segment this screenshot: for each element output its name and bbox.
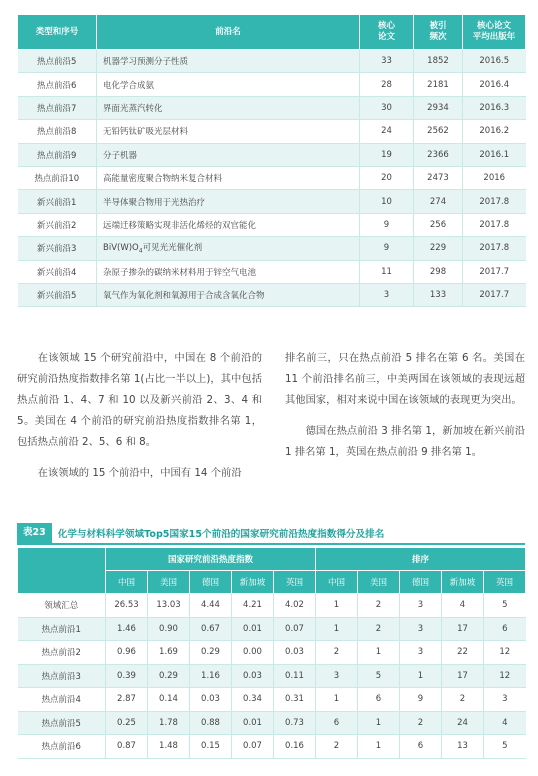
header-country: 英国 <box>274 571 316 594</box>
row-type: 热点前沿9 <box>18 143 97 166</box>
row-front-name: 机器学习预测分子性质 <box>97 50 360 73</box>
rank-cell: 6 <box>358 688 400 712</box>
score-cell: 0.11 <box>274 664 316 688</box>
table-row <box>18 50 526 73</box>
score-cell: 0.14 <box>148 688 190 712</box>
row-cited: 256 <box>414 213 463 236</box>
row-type: 热点前沿10 <box>18 166 97 189</box>
rank-cell: 1 <box>358 641 400 665</box>
rank-cell: 17 <box>442 664 484 688</box>
score-cell: 0.03 <box>190 688 232 712</box>
header-country: 美国 <box>358 571 400 594</box>
header-country: 新加坡 <box>232 571 274 594</box>
score-cell: 0.16 <box>274 735 316 759</box>
row-label: 热点前沿4 <box>18 688 106 712</box>
row-front-name: 无铅钙钛矿吸光层材料 <box>97 120 360 143</box>
rank-cell: 3 <box>400 641 442 665</box>
header-core-papers: 核心 论文 <box>360 15 414 50</box>
score-cell: 4.21 <box>232 594 274 618</box>
row-front-name: 电化学合成氨 <box>97 73 360 96</box>
row-cited: 133 <box>414 283 463 306</box>
score-cell: 0.90 <box>148 617 190 641</box>
rank-cell: 3 <box>400 617 442 641</box>
row-core: 10 <box>360 190 414 213</box>
header-rank-group: 排序 <box>316 548 526 571</box>
header-country: 英国 <box>484 571 526 594</box>
row-type: 新兴前沿4 <box>18 260 97 283</box>
row-cited: 2181 <box>414 73 463 96</box>
score-cell: 0.07 <box>232 735 274 759</box>
rank-cell: 3 <box>400 594 442 618</box>
row-year: 2016.1 <box>463 143 526 166</box>
table-caption <box>17 523 525 545</box>
table-row <box>18 120 526 143</box>
row-label: 热点前沿2 <box>18 641 106 665</box>
row-year: 2017.8 <box>463 190 526 213</box>
table-header-row <box>18 15 526 50</box>
row-type: 热点前沿8 <box>18 120 97 143</box>
header-country: 德国 <box>400 571 442 594</box>
row-cited: 2934 <box>414 96 463 119</box>
score-cell: 0.03 <box>274 641 316 665</box>
row-core: 30 <box>360 96 414 119</box>
row-core: 19 <box>360 143 414 166</box>
score-cell: 4.44 <box>190 594 232 618</box>
rank-cell: 13 <box>442 735 484 759</box>
row-cited: 298 <box>414 260 463 283</box>
table-row <box>18 594 526 618</box>
row-core: 28 <box>360 73 414 96</box>
row-front-name: 界面光蒸汽转化 <box>97 96 360 119</box>
rank-cell: 1 <box>400 664 442 688</box>
score-cell: 2.87 <box>106 688 148 712</box>
paragraph: 在该领域 15 个研究前沿中，中国在 8 个前沿的研究前沿热度指数排名第 1(占比一半以上)，其中包括热点前沿 1、4、7 和 10 以及新兴前沿 2、3、4 和 5。美国在 4 个前沿的研究前沿热度指数排名第 1，包括热点前沿 2、5、6 和 8。 <box>17 352 262 448</box>
row-type: 新兴前沿5 <box>18 283 97 306</box>
table-row <box>18 283 526 306</box>
rank-cell: 2 <box>442 688 484 712</box>
table-row <box>18 190 526 213</box>
rank-cell: 24 <box>442 711 484 735</box>
table-row <box>18 143 526 166</box>
row-cited: 274 <box>414 190 463 213</box>
score-cell: 1.78 <box>148 711 190 735</box>
rank-cell: 2 <box>316 641 358 665</box>
row-core: 9 <box>360 213 414 236</box>
row-front-name: 高能量密度聚合物纳米复合材料 <box>97 166 360 189</box>
table-row <box>18 641 526 665</box>
rank-cell: 9 <box>400 688 442 712</box>
score-cell: 0.00 <box>232 641 274 665</box>
row-year: 2017.8 <box>463 237 526 260</box>
row-core: 24 <box>360 120 414 143</box>
rank-cell: 2 <box>358 617 400 641</box>
score-cell: 0.87 <box>106 735 148 759</box>
rank-cell: 1 <box>358 735 400 759</box>
score-cell: 0.88 <box>190 711 232 735</box>
score-cell: 0.96 <box>106 641 148 665</box>
row-front-name: 氧气作为氧化剂和氧源用于合成含氧化合物 <box>97 283 360 306</box>
header-avg-year: 核心论文 平均出版年 <box>463 15 526 50</box>
table-row <box>18 688 526 712</box>
score-cell: 0.03 <box>232 664 274 688</box>
rank-cell: 17 <box>442 617 484 641</box>
score-cell: 4.02 <box>274 594 316 618</box>
header-score-group: 国家研究前沿热度指数 <box>106 548 316 571</box>
score-cell: 0.25 <box>106 711 148 735</box>
row-year: 2016.4 <box>463 73 526 96</box>
header-country: 中国 <box>316 571 358 594</box>
row-cited: 2366 <box>414 143 463 166</box>
row-front-name: $BiV(W)O_4$可见光光催化剂 <box>97 237 360 260</box>
rank-cell: 2 <box>400 711 442 735</box>
header-country: 德国 <box>190 571 232 594</box>
score-cell: 1.48 <box>148 735 190 759</box>
rank-cell: 6 <box>316 711 358 735</box>
rank-cell: 4 <box>484 711 526 735</box>
score-cell: 0.73 <box>274 711 316 735</box>
header-type: 类型和序号 <box>18 15 97 50</box>
row-cited: 229 <box>414 237 463 260</box>
rank-cell: 3 <box>484 688 526 712</box>
row-front-name: 杂原子掺杂的碳纳米材料用于锌空气电池 <box>97 260 360 283</box>
paragraph: 在该领域的 15 个前沿中，中国有 14 个前沿 <box>37 467 242 479</box>
score-cell: 0.67 <box>190 617 232 641</box>
rank-cell: 1 <box>316 594 358 618</box>
score-cell: 0.01 <box>232 711 274 735</box>
row-type: 新兴前沿1 <box>18 190 97 213</box>
row-cited: 2562 <box>414 120 463 143</box>
header-country: 新加坡 <box>442 571 484 594</box>
rank-cell: 2 <box>316 735 358 759</box>
table-row <box>18 711 526 735</box>
header-country: 中国 <box>106 571 148 594</box>
row-front-name: 远端迁移策略实现非活化烯烃的双官能化 <box>97 213 360 236</box>
row-cited: 2473 <box>414 166 463 189</box>
score-cell: 0.34 <box>232 688 274 712</box>
row-cited: 1852 <box>414 50 463 73</box>
score-cell: 0.29 <box>190 641 232 665</box>
rank-cell: 1 <box>316 617 358 641</box>
score-cell: 0.15 <box>190 735 232 759</box>
row-front-name: 半导体聚合物用于光热治疗 <box>97 190 360 213</box>
rank-cell: 6 <box>400 735 442 759</box>
score-cell: 26.53 <box>106 594 148 618</box>
table-row <box>18 213 526 236</box>
row-core: 3 <box>360 283 414 306</box>
score-cell: 13.03 <box>148 594 190 618</box>
row-year: 2016.2 <box>463 120 526 143</box>
row-year: 2017.8 <box>463 213 526 236</box>
rank-cell: 6 <box>484 617 526 641</box>
table-row <box>18 73 526 96</box>
table-row <box>18 166 526 189</box>
row-year: 2016.5 <box>463 50 526 73</box>
rank-cell: 1 <box>358 711 400 735</box>
body-text-right-column <box>285 348 525 473</box>
row-label: 热点前沿5 <box>18 711 106 735</box>
row-year: 2016 <box>463 166 526 189</box>
score-cell: 1.16 <box>190 664 232 688</box>
table-title: 化学与材料科学领域Top5国家15个前沿的国家研究前沿热度指数得分及排名 <box>57 529 385 540</box>
rank-cell: 12 <box>484 641 526 665</box>
table-row <box>18 617 526 641</box>
rank-cell: 1 <box>316 688 358 712</box>
rank-cell: 4 <box>442 594 484 618</box>
country-hotness-table <box>17 547 526 759</box>
row-label: 热点前沿6 <box>18 735 106 759</box>
table-row <box>18 260 526 283</box>
paragraph: 排名前三，只在热点前沿 5 排名在第 6 名。美国在 11 个前沿排名前三，中美两国在该领域的表现远超其他国家，相对来说中国在该领域的表现更为突出。 <box>285 352 525 406</box>
row-label: 热点前沿1 <box>18 617 106 641</box>
table-row <box>18 735 526 759</box>
row-core: 9 <box>360 237 414 260</box>
score-cell: 1.69 <box>148 641 190 665</box>
score-cell: 0.39 <box>106 664 148 688</box>
rank-cell: 3 <box>316 664 358 688</box>
score-cell: 0.01 <box>232 617 274 641</box>
row-core: 20 <box>360 166 414 189</box>
row-type: 新兴前沿3 <box>18 237 97 260</box>
table-group-header-row <box>18 548 526 571</box>
body-text-left-column <box>17 348 262 494</box>
rank-cell: 5 <box>484 594 526 618</box>
table-number-label: 表23 <box>17 523 52 543</box>
header-front-name: 前沿名 <box>97 15 360 50</box>
header-country: 美国 <box>148 571 190 594</box>
header-citations: 被引 频次 <box>414 15 463 50</box>
row-label: 领域汇总 <box>18 594 106 618</box>
row-type: 热点前沿7 <box>18 96 97 119</box>
header-blank <box>18 548 106 594</box>
table-row <box>18 96 526 119</box>
rank-cell: 5 <box>484 735 526 759</box>
rank-cell: 2 <box>358 594 400 618</box>
row-label: 热点前沿3 <box>18 664 106 688</box>
row-year: 2017.7 <box>463 283 526 306</box>
row-core: 33 <box>360 50 414 73</box>
row-core: 11 <box>360 260 414 283</box>
row-year: 2017.7 <box>463 260 526 283</box>
rank-cell: 12 <box>484 664 526 688</box>
row-type: 热点前沿6 <box>18 73 97 96</box>
score-cell: 0.07 <box>274 617 316 641</box>
paragraph: 德国在热点前沿 3 排名第 1，新加坡在新兴前沿 1 排名第 1，英国在热点前沿 9 排名第 1。 <box>285 425 525 458</box>
research-fronts-table <box>17 14 526 307</box>
score-cell: 0.31 <box>274 688 316 712</box>
score-cell: 1.46 <box>106 617 148 641</box>
row-type: 新兴前沿2 <box>18 213 97 236</box>
rank-cell: 22 <box>442 641 484 665</box>
table-row <box>18 237 526 260</box>
row-year: 2016.3 <box>463 96 526 119</box>
table-row <box>18 664 526 688</box>
rank-cell: 5 <box>358 664 400 688</box>
row-front-name: 分子机器 <box>97 143 360 166</box>
score-cell: 0.29 <box>148 664 190 688</box>
row-type: 热点前沿5 <box>18 50 97 73</box>
